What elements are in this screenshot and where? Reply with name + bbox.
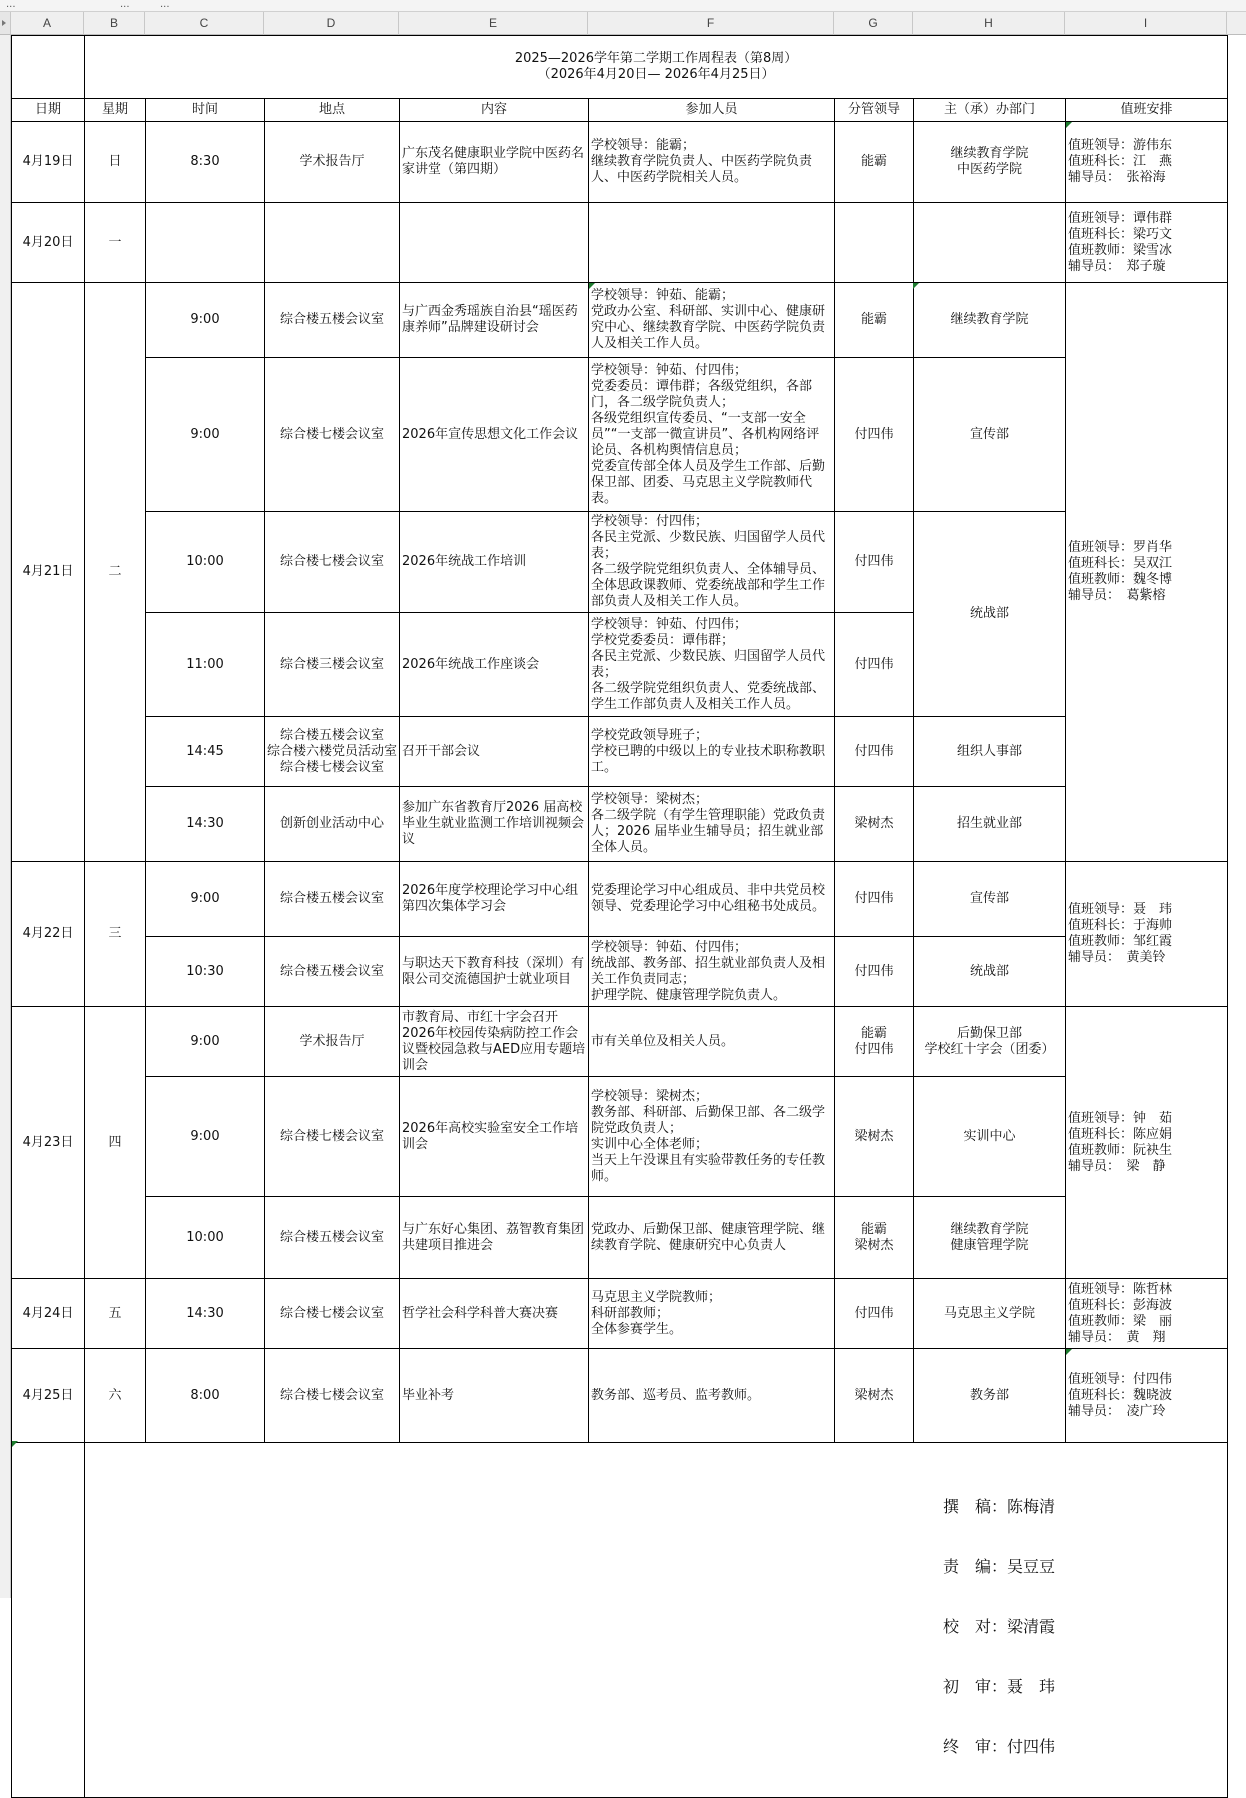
weekday-cell[interactable]: 五 xyxy=(85,1279,146,1349)
place-cell[interactable]: 综合楼五楼会议室 xyxy=(265,1197,400,1279)
time-cell[interactable]: 10:00 xyxy=(146,1197,265,1279)
place-cell[interactable]: 综合楼七楼会议室 xyxy=(265,1349,400,1443)
place-cell[interactable]: 学术报告厅 xyxy=(265,1007,400,1077)
duty-cell[interactable]: 值班领导：聂 玮 值班科长：于海帅 值班教师：邹红霞 辅导员： 黄美铃 xyxy=(1066,862,1228,1007)
leader-cell[interactable]: 付四伟 xyxy=(835,512,914,613)
dept-cell[interactable]: 宣传部 xyxy=(914,862,1066,937)
leader-cell[interactable] xyxy=(835,203,914,283)
comment-marker-icon[interactable] xyxy=(589,283,595,289)
content-cell[interactable]: 召开干部会议 xyxy=(400,717,589,787)
comment-marker-icon[interactable] xyxy=(913,283,919,289)
content-cell[interactable]: 与职达天下教育科技（深圳）有限公司交流德国护士就业项目 xyxy=(400,937,589,1007)
date-cell[interactable]: 4月21日 xyxy=(12,283,85,862)
content-cell[interactable]: 2026年高校实验室安全工作培训会 xyxy=(400,1077,589,1197)
leader-cell[interactable]: 梁树杰 xyxy=(835,1077,914,1197)
place-cell[interactable]: 综合楼七楼会议室 xyxy=(265,512,400,613)
time-cell[interactable]: 10:00 xyxy=(146,512,265,613)
place-cell[interactable]: 创新创业活动中心 xyxy=(265,787,400,862)
place-cell[interactable]: 综合楼三楼会议室 xyxy=(265,613,400,717)
footer-credits-cell[interactable] xyxy=(85,1443,1228,1798)
title-line-1: 2025—2026学年第二学期工作周程表（第8周） xyxy=(514,51,798,66)
date-cell[interactable]: 4月25日 xyxy=(12,1349,85,1443)
dept-cell[interactable]: 后勤保卫部 学校红十字会（团委） xyxy=(914,1007,1066,1077)
title-blank-cell[interactable] xyxy=(12,36,85,99)
leader-cell[interactable]: 付四伟 xyxy=(835,358,914,512)
time-cell[interactable]: 8:00 xyxy=(146,1349,265,1443)
content-cell[interactable]: 市教育局、市红十字会召开2026年校园传染病防控工作会议暨校园急救与AED应用专题培训会 xyxy=(400,1007,589,1077)
dept-cell[interactable]: 组织人事部 xyxy=(914,717,1066,787)
spreadsheet-grid xyxy=(11,35,1227,1756)
time-cell[interactable]: 14:30 xyxy=(146,787,265,862)
time-cell[interactable]: 9:00 xyxy=(146,1007,265,1077)
dept-cell[interactable]: 教务部 xyxy=(914,1349,1066,1443)
content-cell[interactable] xyxy=(400,203,589,283)
schedule-table xyxy=(11,35,1228,1798)
time-cell[interactable]: 9:00 xyxy=(146,358,265,512)
content-cell[interactable]: 参加广东省教育厅2026 届高校毕业生就业监测工作培训视频会议 xyxy=(400,787,589,862)
content-cell[interactable]: 2026年宣传思想文化工作会议 xyxy=(400,358,589,512)
content-cell[interactable]: 与广西金秀瑶族自治县“瑶医药康养师”品牌建设研讨会 xyxy=(400,283,589,358)
header-leader[interactable]: 分管领导 xyxy=(835,99,914,122)
participants-cell[interactable]: 党委理论学习中心组成员、非中共党员校领导、党委理论学习中心组秘书处成员。 xyxy=(589,862,835,937)
column-header-b[interactable]: B xyxy=(84,12,145,35)
header-place[interactable]: 地点 xyxy=(265,99,400,122)
content-cell[interactable]: 毕业补考 xyxy=(400,1349,589,1443)
leader-cell[interactable]: 付四伟 xyxy=(835,937,914,1007)
participants-cell[interactable]: 学校领导：梁树杰； 教务部、科研部、后勤保卫部、各二级学院党政负责人； 实训中心全体老师； 当天上午没课且有实验带教任务的专任教师。 xyxy=(589,1077,835,1197)
weekday-cell[interactable]: 三 xyxy=(85,862,146,1007)
duty-cell[interactable]: 值班领导：钟 茹 值班科长：陈应娟 值班教师：阮袂生 辅导员： 梁 静 xyxy=(1066,1007,1228,1279)
weekday-cell[interactable]: 二 xyxy=(85,283,146,862)
leader-cell[interactable]: 能霸 付四伟 xyxy=(835,1007,914,1077)
dept-cell[interactable]: 实训中心 xyxy=(914,1077,1066,1197)
participants-cell[interactable]: 学校领导：钟茹、能霸； 党政办公室、科研部、实训中心、健康研究中心、继续教育学院、中医药学院负责人及相关工作人员。 xyxy=(589,283,835,358)
place-cell[interactable]: 综合楼七楼会议室 xyxy=(265,1279,400,1349)
dept-cell[interactable]: 马克思主义学院 xyxy=(914,1279,1066,1349)
participants-cell[interactable]: 党政办、后勤保卫部、健康管理学院、继续教育学院、健康研究中心负责人 xyxy=(589,1197,835,1279)
duty-cell[interactable]: 值班领导：谭伟群 值班科长：梁巧文 值班教师：梁雪冰 辅导员： 郑子璇 xyxy=(1066,203,1228,283)
time-cell[interactable]: 9:00 xyxy=(146,1077,265,1197)
participants-cell[interactable]: 市有关单位及相关人员。 xyxy=(589,1007,835,1077)
leader-cell[interactable]: 付四伟 xyxy=(835,613,914,717)
dept-cell[interactable]: 统战部 xyxy=(914,937,1066,1007)
dept-cell[interactable]: 宣传部 xyxy=(914,358,1066,512)
credits-block xyxy=(943,1457,1225,1797)
leader-cell[interactable]: 能霸 梁树杰 xyxy=(835,1197,914,1279)
column-header-i[interactable]: I xyxy=(1065,12,1227,35)
weekday-cell[interactable]: 四 xyxy=(85,1007,146,1279)
time-cell[interactable] xyxy=(146,203,265,283)
dept-cell[interactable]: 继续教育学院 健康管理学院 xyxy=(914,1197,1066,1279)
duty-cell[interactable]: 值班领导：罗肖华 值班科长：吴双江 值班教师：魏冬博 辅导员： 葛紫榕 xyxy=(1066,283,1228,862)
column-header-d[interactable]: D xyxy=(264,12,399,35)
time-cell[interactable]: 9:00 xyxy=(146,283,265,358)
place-cell[interactable]: 综合楼七楼会议室 xyxy=(265,358,400,512)
row-header-strip xyxy=(0,35,11,1598)
toolbar-item[interactable]: ... xyxy=(160,0,170,10)
toolbar-item[interactable]: ... xyxy=(6,0,16,10)
select-all-corner[interactable] xyxy=(0,12,11,35)
column-header-a[interactable]: A xyxy=(11,12,84,35)
credit-first-review: 初 审：聂 玮 xyxy=(943,1677,1056,1696)
content-cell[interactable]: 哲学社会科学科普大赛决赛 xyxy=(400,1279,589,1349)
leader-cell[interactable]: 付四伟 xyxy=(835,862,914,937)
header-duty[interactable]: 值班安排 xyxy=(1066,99,1228,122)
weekday-cell[interactable]: 日 xyxy=(85,122,146,203)
column-header-h[interactable]: H xyxy=(913,12,1065,35)
header-dept[interactable]: 主（承）办部门 xyxy=(914,99,1066,122)
header-content[interactable]: 内容 xyxy=(400,99,589,122)
sheet-title-cell[interactable] xyxy=(85,36,1228,99)
comment-marker-icon[interactable] xyxy=(1066,1349,1072,1355)
date-cell[interactable]: 4月22日 xyxy=(12,862,85,1007)
duty-cell[interactable]: 值班领导：付四伟 值班科长：魏晓波 辅导员： 凌广玲 xyxy=(1066,1349,1228,1443)
participants-cell[interactable] xyxy=(589,203,835,283)
leader-cell[interactable]: 能霸 xyxy=(835,122,914,203)
time-cell[interactable]: 8:30 xyxy=(146,122,265,203)
time-cell[interactable]: 14:30 xyxy=(146,1279,265,1349)
participants-cell[interactable]: 学校领导：梁树杰； 各二级学院（有学生管理职能）党政负责人；2026 届毕业生辅导员；招生就业部全体人员。 xyxy=(589,787,835,862)
title-line-2: （2026年4月20日— 2026年4月25日） xyxy=(537,67,775,82)
place-cell[interactable]: 综合楼五楼会议室 xyxy=(265,937,400,1007)
header-time[interactable]: 时间 xyxy=(146,99,265,122)
content-cell[interactable]: 与广东好心集团、荔智教育集团共建项目推进会 xyxy=(400,1197,589,1279)
time-cell[interactable]: 9:00 xyxy=(146,862,265,937)
place-cell[interactable]: 学术报告厅 xyxy=(265,122,400,203)
leader-cell[interactable]: 付四伟 xyxy=(835,1279,914,1349)
place-cell[interactable]: 综合楼五楼会议室 xyxy=(265,862,400,937)
weekday-cell[interactable]: 一 xyxy=(85,203,146,283)
dept-cell[interactable]: 继续教育学院 xyxy=(914,283,1066,358)
place-cell[interactable]: 综合楼七楼会议室 xyxy=(265,1077,400,1197)
column-header-e[interactable]: E xyxy=(399,12,588,35)
top-toolbar-strip xyxy=(0,0,1246,12)
footer-blank-cell[interactable] xyxy=(12,1443,85,1798)
leader-cell[interactable]: 能霸 xyxy=(835,283,914,358)
time-cell[interactable]: 11:00 xyxy=(146,613,265,717)
credit-proofreader: 校 对：梁清霞 xyxy=(943,1617,1056,1636)
comment-marker-icon[interactable] xyxy=(1066,122,1072,128)
time-cell[interactable]: 14:45 xyxy=(146,717,265,787)
participants-cell[interactable]: 学校领导：钟茹、付四伟； 统战部、教务部、招生就业部负责人及相关工作负责同志； 护理学院、健康管理学院负责人。 xyxy=(589,937,835,1007)
duty-cell[interactable]: 值班领导：陈哲林 值班科长：彭海波 值班教师：梁 丽 辅导员： 黄 翔 xyxy=(1066,1279,1228,1349)
place-cell[interactable] xyxy=(265,203,400,283)
column-header-c[interactable]: C xyxy=(145,12,264,35)
date-cell[interactable]: 4月19日 xyxy=(12,122,85,203)
participants-cell[interactable]: 学校领导：付四伟； 各民主党派、少数民族、归国留学人员代表； 各二级学院党组织负责人、全体辅导员、全体思政课教师、党委统战部和学生工作部负责人及相关工作人员。 xyxy=(589,512,835,613)
participants-cell[interactable]: 学校领导：钟茹、付四伟； 学校党委委员：谭伟群； 各民主党派、少数民族、归国留学人员代表； 各二级学院党组织负责人、党委统战部、学生工作部负责人及相关工作人员。 xyxy=(589,613,835,717)
time-cell[interactable]: 10:30 xyxy=(146,937,265,1007)
participants-cell[interactable]: 学校领导：钟茹、付四伟； 党委委员：谭伟群；各级党组织，各部门，各二级学院负责人； 各级党组织宣传委员、“一支部一安全员”“一支部一微宣讲员”、各机构网络评论员、各机构舆情信息员； 党委宣传部全体人员及学生工作部、后勤保卫部、团委、马克思主义学院教师代表。 xyxy=(589,358,835,512)
leader-cell[interactable]: 梁树杰 xyxy=(835,787,914,862)
content-cell[interactable]: 2026年统战工作座谈会 xyxy=(400,613,589,717)
dept-cell[interactable]: 继续教育学院 中医药学院 xyxy=(914,122,1066,203)
dept-cell[interactable]: 统战部 xyxy=(914,512,1066,717)
credit-editor: 责 编：吴豆豆 xyxy=(943,1557,1056,1576)
dept-cell[interactable]: 招生就业部 xyxy=(914,787,1066,862)
dept-cell[interactable] xyxy=(914,203,1066,283)
participants-cell[interactable]: 学校领导：能霸； 继续教育学院负责人、中医药学院负责人、中医药学院相关人员。 xyxy=(589,122,835,203)
comment-marker-icon[interactable] xyxy=(12,1441,18,1447)
place-cell[interactable]: 综合楼五楼会议室 综合楼六楼党员活动室 综合楼七楼会议室 xyxy=(265,717,400,787)
participants-cell[interactable]: 学校党政领导班子； 学校已聘的中级以上的专业技术职称教职工。 xyxy=(589,717,835,787)
header-date[interactable]: 日期 xyxy=(12,99,85,122)
column-header-g[interactable]: G xyxy=(834,12,913,35)
content-cell[interactable]: 广东茂名健康职业学院中医药名家讲堂（第四期） xyxy=(400,122,589,203)
column-header-filler xyxy=(1227,12,1246,35)
content-cell[interactable]: 2026年统战工作培训 xyxy=(400,512,589,613)
duty-cell[interactable]: 值班领导：游伟东 值班科长：江 燕 辅导员： 张裕海 xyxy=(1066,122,1228,203)
date-cell[interactable]: 4月24日 xyxy=(12,1279,85,1349)
header-weekday[interactable]: 星期 xyxy=(85,99,146,122)
credit-writer: 撰 稿：陈梅清 xyxy=(943,1497,1056,1516)
credit-final-review: 终 审：付四伟 xyxy=(943,1737,1056,1756)
toolbar-item[interactable]: ... xyxy=(120,0,130,10)
leader-cell[interactable]: 梁树杰 xyxy=(835,1349,914,1443)
participants-cell[interactable]: 教务部、巡考员、监考教师。 xyxy=(589,1349,835,1443)
content-cell[interactable]: 2026年度学校理论学习中心组第四次集体学习会 xyxy=(400,862,589,937)
header-participants[interactable]: 参加人员 xyxy=(589,99,835,122)
leader-cell[interactable]: 付四伟 xyxy=(835,717,914,787)
place-cell[interactable]: 综合楼五楼会议室 xyxy=(265,283,400,358)
date-cell[interactable]: 4月20日 xyxy=(12,203,85,283)
column-header-f[interactable]: F xyxy=(588,12,834,35)
date-cell[interactable]: 4月23日 xyxy=(12,1007,85,1279)
weekday-cell[interactable]: 六 xyxy=(85,1349,146,1443)
participants-cell[interactable]: 马克思主义学院教师； 科研部教师； 全体参赛学生。 xyxy=(589,1279,835,1349)
